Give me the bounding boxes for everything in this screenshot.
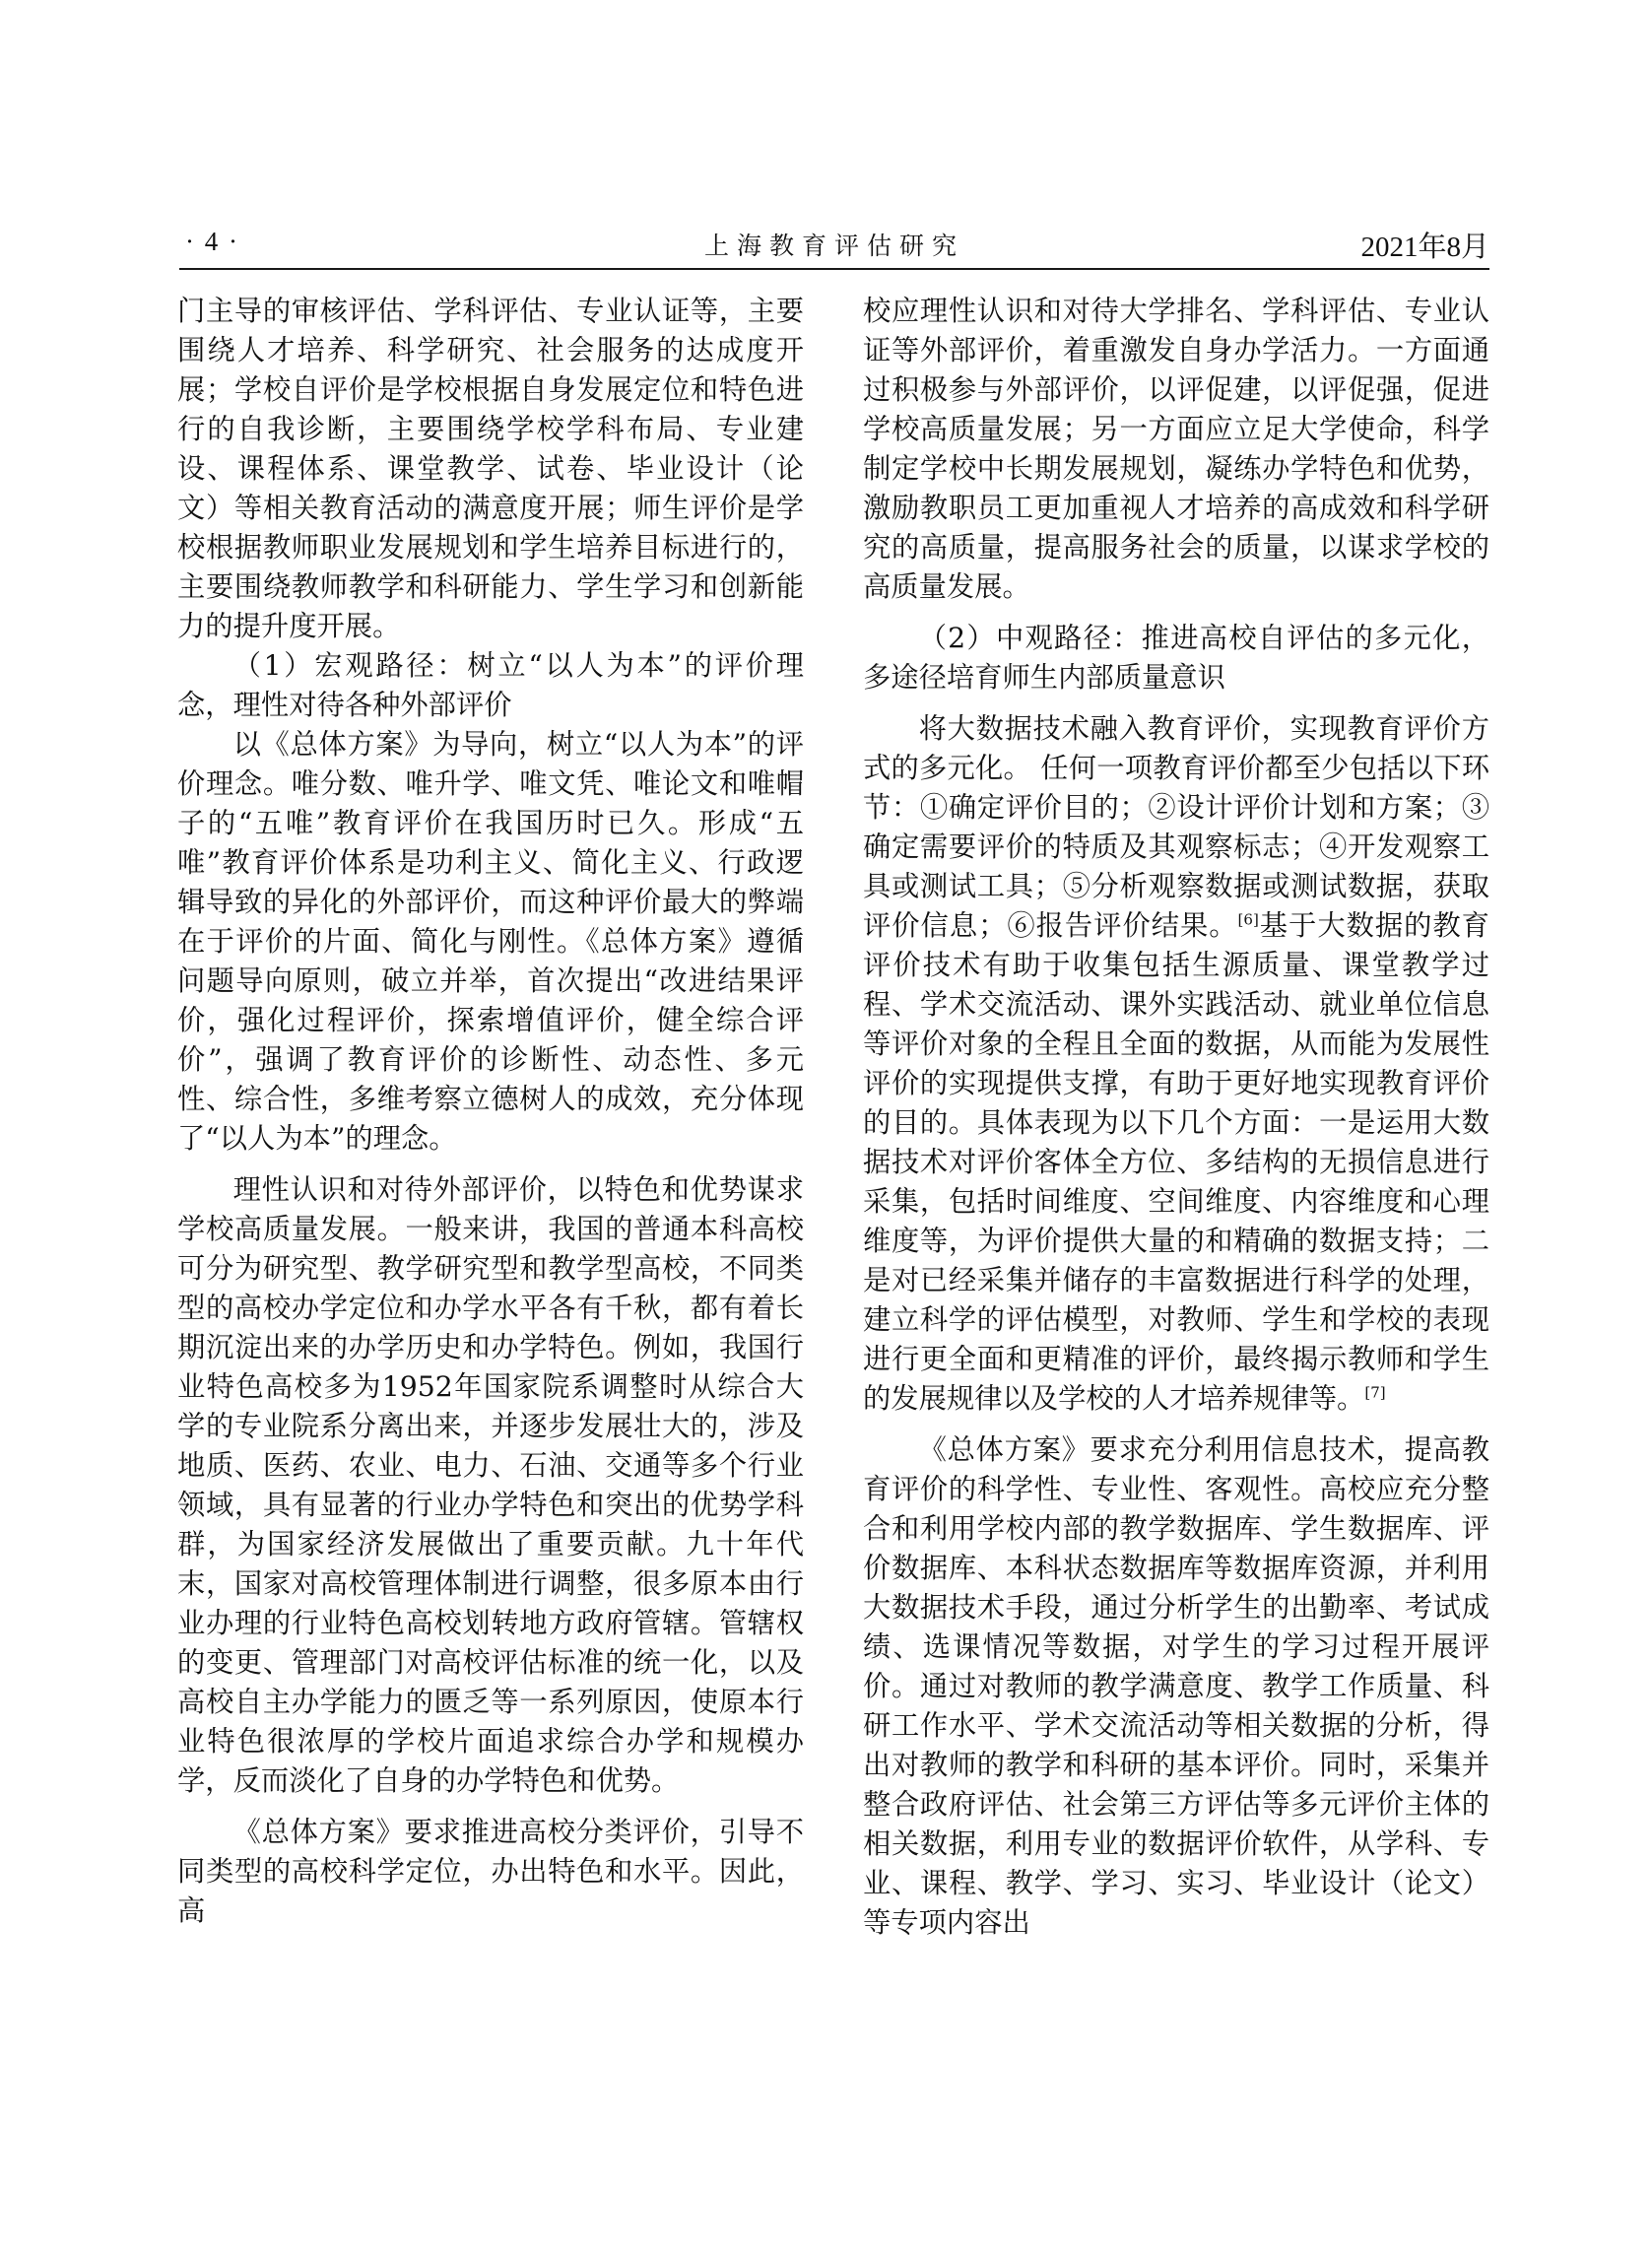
section-heading-macro-path: （1）宏观路径：树立“以人为本”的评价理念，理性对待各种外部评价	[177, 649, 804, 721]
section-heading-meso-path: （2）中观路径：推进高校自评估的多元化，多途径培育师生内部质量意识	[863, 622, 1489, 694]
citation-ref[interactable]: [7]	[1364, 1383, 1386, 1402]
page-number: · 4 ·	[185, 227, 239, 256]
paragraph-continued: 门主导的审核评估、学科评估、专业认证等，主要围绕人才培养、科学研究、社会服务的达成度开展；学校自评价是学校根据自身发展定位和特色进行的自我诊断，主要围绕学校学科布局、专业建设、课程体系、课堂教学、试卷、毕业设计（论文）等相关教育活动的满意度开展；师生评价是学校根据教师职业发展规划和学生培养目标进行的，主要围绕教师教学和科研能力、学生学习和创新能力的提升度开展。	[177, 295, 804, 642]
paragraph-text: 基于大数据的教育评价技术有助于收集包括生源质量、课堂教学过程、学术交流活动、课外实践活动、就业单位信息等评价对象的全程且全面的数据，从而能为发展性评价的实现提供支撑，有助于更好地实现教育评价的目的。具体表现为以下几个方面：一是运用大数据技术对评价客体全方位、多结构的无损信息进行采集，包括时间维度、空间维度、内容维度和心理维度等，为评价提供大量的和精确的数据支持；二是对已经采集并储存的丰富数据进行科学的处理，建立科学的评估模型，对教师、学生和学校的表现进行更全面和更精准的评价，最终揭示教师和学生的发展规律以及学校的人才培养规律等。	[863, 909, 1489, 1415]
left-column	[177, 292, 804, 2144]
issue-date: 2021年8月	[1360, 232, 1489, 263]
paragraph-with-citations	[863, 709, 1489, 1419]
paragraph-continued: 校应理性认识和对待大学排名、学科评估、专业认证等外部评价，着重激发自身办学活力。一方面通过积极参与外部评价，以评促建，以评促强，促进学校高质量发展；另一方面应立足大学使命，科学制定学校中长期发展规划，凝练办学特色和优势，激励教职员工更加重视人才培养的高成效和科学研究的高质量，提高服务社会的质量，以谋求学校的高质量发展。	[863, 295, 1489, 603]
paragraph: 《总体方案》要求推进高校分类评价，引导不同类型的高校科学定位，办出特色和水平。因此，高	[177, 1816, 804, 1927]
paragraph: 《总体方案》要求充分利用信息技术，提高教育评价的科学性、专业性、客观性。高校应充分整合和利用学校内部的教学数据库、学生数据库、评价数据库、本科状态数据库等数据库资源，并利用大数据技术手段，通过分析学生的出勤率、考试成绩、选课情况等数据，对学生的学习过程开展评价。通过对教师的教学满意度、教学工作质量、科研工作水平、学术交流活动等相关数据的分析，得出对教师的教学和科研的基本评价。同时，采集并整合政府评估、社会第三方评估等多元评价主体的相关数据，利用专业的数据评价软件，从学科、专业、课程、教学、学习、实习、毕业设计（论文）等专项内容出	[863, 1433, 1489, 1939]
right-column	[863, 292, 1489, 2144]
paragraph: 理性认识和对待外部评价，以特色和优势谋求学校高质量发展。一般来讲，我国的普通本科高校可分为研究型、教学研究型和教学型高校，不同类型的高校办学定位和办学水平各有千秋，都有着长期沉淀出来的办学历史和办学特色。例如，我国行业特色高校多为1952年国家院系调整时从综合大学的专业院系分离出来，并逐步发展壮大的，涉及地质、医药、农业、电力、石油、交通等多个行业领域，具有显著的行业办学特色和突出的优势学科群，为国家经济发展做出了重要贡献。九十年代末，国家对高校管理体制进行调整，很多原本由行业办理的行业特色高校划转地方政府管辖。管辖权的变更、管理部门对高校评估标准的统一化，以及高校自主办学能力的匮乏等一系列原因，使原本行业特色很浓厚的学校片面追求综合办学和规模办学，反而淡化了自身的办学特色和优势。	[177, 1173, 804, 1797]
journal-title: 上海教育评估研究	[703, 232, 964, 260]
running-header	[179, 225, 1489, 270]
paragraph: 以《总体方案》为导向，树立“以人为本”的评价理念。唯分数、唯升学、唯文凭、唯论文和唯帽子的“五唯”教育评价在我国历时已久。形成“五唯”教育评价体系是功利主义、简化主义、行政逻辑导致的异化的外部评价，而这种评价最大的弊端在于评价的片面、简化与刚性。《总体方案》遵循问题导向原则，破立并举，首次提出“改进结果评价，强化过程评价，探索增值评价，健全综合评价”，强调了教育评价的诊断性、动态性、多元性、综合性，多维考察立德树人的成效，充分体现了“以人为本”的理念。	[177, 728, 804, 1155]
citation-ref[interactable]: [6]	[1237, 910, 1259, 929]
paragraph-text: 将大数据技术融入教育评价，实现教育评价方式的多元化。 任何一项教育评价都至少包括以下环节：①确定评价目的；②设计评价计划和方案；③确定需要评价的特质及其观察标志；④开发观察工具或测试工具；⑤分析观察数据或测试数据，获取评价信息；⑥报告评价结果。	[863, 712, 1489, 942]
